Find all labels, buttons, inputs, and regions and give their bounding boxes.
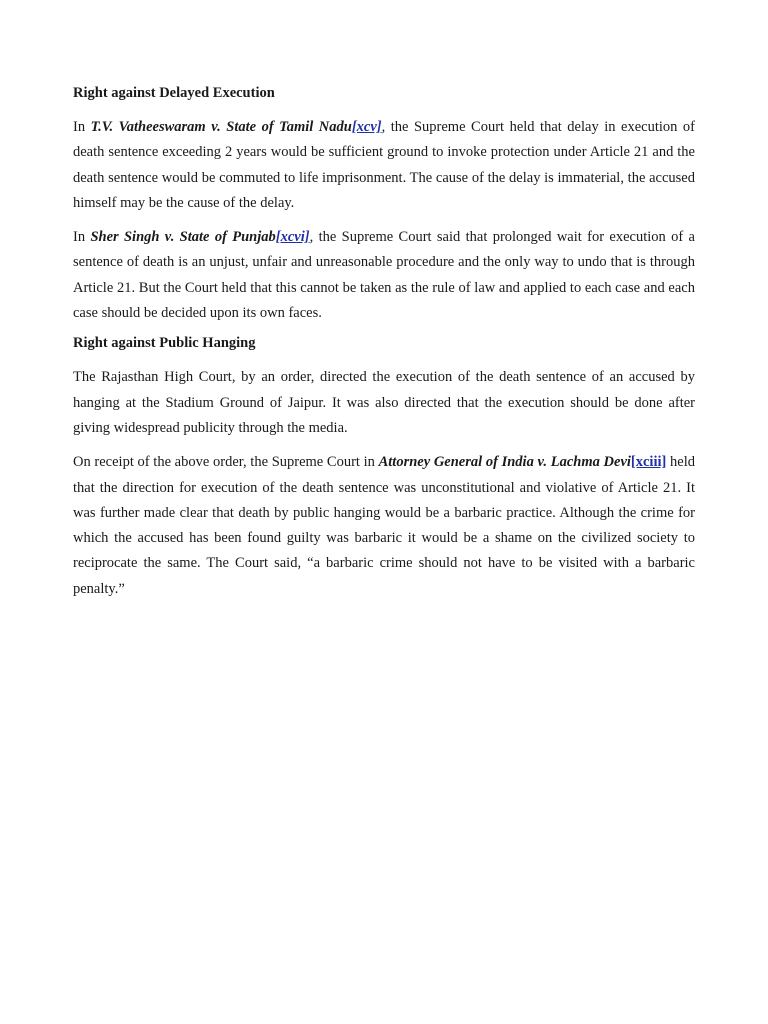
paragraph-prefix: In [73,229,91,246]
document-page [73,80,695,602]
paragraph-body: , the Supreme Court held that delay in execution of death sentence exceeding 2 years would be sufficient ground to invoke protection under Article 21 and the death sentence would be commuted to life imprisonment. The cause of the delay is immaterial, the accused himself may be the cause of the delay. [73,119,695,211]
footnote-link-xcv[interactable]: [xcv] [351,119,382,135]
paragraph-prefix: On receipt of the above order, the Supreme Court in [73,454,379,471]
paragraph-body: held that the direction for execution of the death sentence was unconstitutional and violative of Article 21. It was further made clear that death by public hanging would be a barbaric practice. Although the crime for which the accused has been found guilty was barbaric it would be a shame on the civilized society to reciprocate the same. The Court said, “a barbaric crime should not have to be visited with a barbaric penalty.” [73,454,696,597]
paragraph-sher-singh [73,225,695,326]
section-heading-public-hanging: Right against Public Hanging [73,335,256,352]
paragraph-prefix: In [73,119,91,135]
case-name-lachma-devi: Attorney General of India v. Lachma Devi [378,454,631,471]
paragraph-lachma-devi [73,450,695,602]
paragraph-vatheeswaram [73,115,695,216]
section-heading-delayed-execution: Right against Delayed Execution [73,85,275,101]
paragraph-body: , the Supreme Court said that prolonged wait for execution of a sentence of death is an unjust, unfair and unreasonable procedure and the only way to undo that is through Article 21. But the Court held that this cannot be taken as the rule of law and applied to each case and each case should be decided upon its own faces. [73,229,695,322]
footnote-link-xcvi[interactable]: [xcvi] [275,229,310,246]
paragraph-rajasthan-order: The Rajasthan High Court, by an order, directed the execution of the death sentence of an accused by hanging at the Stadium Ground of Jaipur. It was also directed that the execution should be done after giving widespread publicity through the media. [73,369,695,436]
case-name-vatheeswaram: T.V. Vatheeswaram v. State of Tamil Nadu [90,119,352,135]
case-name-sher-singh: Sher Singh v. State of Punjab [90,229,276,246]
footnote-link-xciii[interactable]: [xciii] [630,454,667,471]
